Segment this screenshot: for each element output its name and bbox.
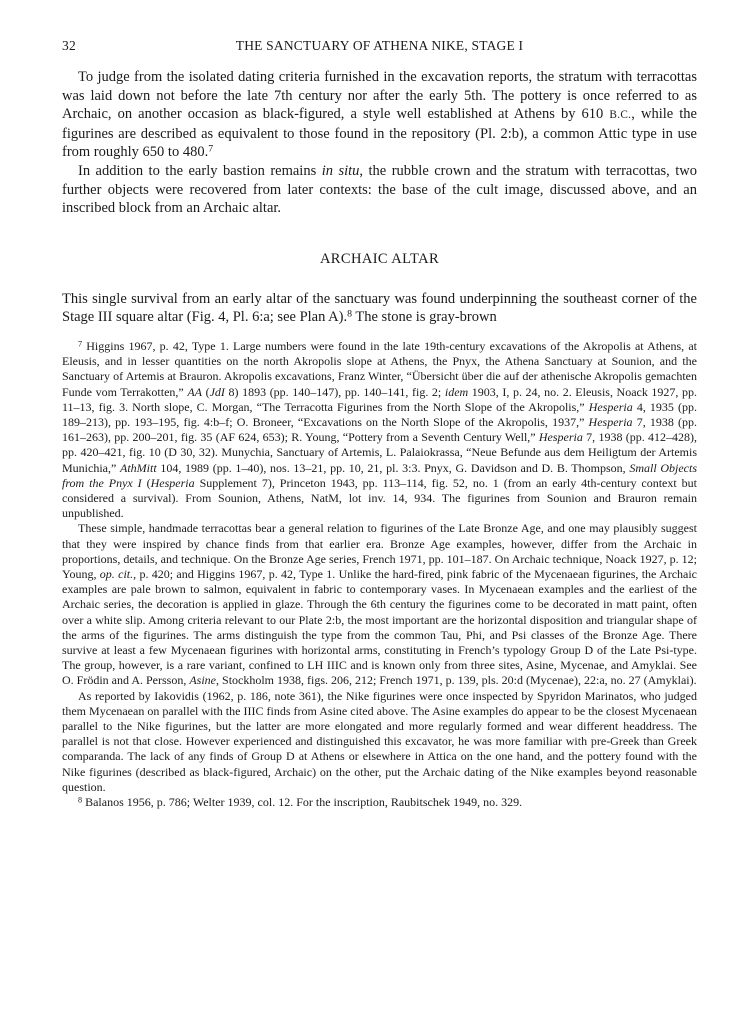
body-paragraph-3: This single survival from an early altar of the sanctuary was found underpinning the southeast corner of the Stage III square altar (Fig. 4, Pl. 6:a; see Plan A).$^8$ The stone is gray-brown [62, 290, 697, 326]
footnote-7-paragraph-2: These simple, handmade terracottas bear a general relation to figurines of the Late Bronze Age, and one may plausibly suggest that they were inspired by chance finds from that earlier era. Bronze Age examples, however, differ from the Archaic in proportions, details, and technique. On the Bronze Age series, French 1971, pp. 101–187. On Archaic technique, Noack 1927, p. 12; Young, op. cit., p. 420; and Higgins 1967, p. 42, Type 1. Unlike the hard-fired, pink fabric of the Mycenaean figurines, the Archaic examples are pale brown to salmon, equivalent in fabric to contemporary vases. In Mycenaean examples and the earliest of the Archaic series, the decoration is applied in glaze. Through the 6th century the figurines come to be decorated in matt paint, often over a white slip. Among criteria relevant to our Plate 2:b, the most important are the horizontal disposition and triangular shape of the arms of the figurines. The arms distinguish the type from the common Tau, Phi, and Psi classes of the Bronze Age. There survive at least a few Mycenaean figurines with horizontal arms, constituting in French’s typology Group D of the Late Psi-type. The group, however, is a rare variant, confined to LH IIIC and is known only from three sites, Asine, Mycenae, and Amyklai. See O. Frödin and A. Persson, Asine, Stockholm 1938, figs. 206, 212; French 1971, p. 139, pls. 20:d (Mycenae), 22:a, no. 27 (Amyklai). [62, 521, 698, 688]
section-heading: ARCHAIC ALTAR [319, 250, 440, 267]
body-paragraph-1: To judge from the isolated dating criteria furnished in the excavation reports, the stratum with terracottas was laid down not before the late 7th century nor after the early 5th. The pottery is once referred to as Archaic, on another occasion as black-figured, a style well established at Athens by 610 B.C., while the figurines are described as equivalent to those found in the repository (Pl. 2:b), a common Attic type in use from roughly 650 to 480.$^7$ [62, 69, 697, 161]
footnotes [62, 339, 697, 810]
bc-abbreviation: B.C. [609, 109, 632, 122]
running-head [62, 38, 697, 58]
footnote-7-number: 7 [78, 339, 83, 349]
page [62, 38, 697, 810]
footnote-ref-7[interactable]: 7 [208, 143, 214, 155]
page-number: 32 [62, 38, 76, 53]
footnote-ref-8[interactable]: 8 [347, 308, 353, 320]
footnote-7-paragraph-3: As reported by Iakovidis (1962, p. 186, note 361), the Nike figurines were once inspected by Spyridon Marinatos, who judged them Mycenaean on parallel with the IIIC finds from Asine cited above. The Asine examples do appear to be the closest Mycenaean parallel to the Nike figurines, but the latter are more elongated and more regularly formed and wear different headdress. The parallel is not that close. However experienced and distinguished this excavator, he was more familiar with pre-Greek than Greek comparanda. The lack of any finds of Group D at Athens or elsewhere in Attica on the one hand, and the pottery found with the Nike figurines (described as black-figured, Archaic) on the other, put the Archaic dating of the Nike examples beyond reasonable question. [62, 688, 697, 794]
footnote-8: $^8$ Balanos 1956, p. 786; Welter 1939, col. 12. For the inscription, Raubitschek 1949, no. 329. [78, 795, 523, 810]
footnote-7: $^7$ Higgins 1967, p. 42, Type 1. Large numbers were found in the late 19th-century excavations of the Akropolis at Athens, at Eleusis, and in lesser quantities on the north Akropolis slope at Athens, the Pnyx, the Athena Sanctuary at Sounion, and the Sanctuary of Artemis at Brauron. Akropolis excavations, Franz Winter, “Übersicht über die auf der athenische Akropolis gemachten Funde vom Terrakotten,” AA (JdI 8) 1893 (pp. 140–147), pp. 140–141, fig. 2; idem 1903, I, p. 24, no. 2. Eleusis, Noack 1927, pp. 11–13, fig. 3. North slope, C. Morgan, “The Terracotta Figurines from the North Slope of the Akropolis,” Hesperia 4, 1935 (pp. 189–213), pp. 193–195, fig. 4:b–f; O. Broneer, “Excavations on the North Slope of the Akropolis, 1937,” Hesperia 7, 1938 (pp. 161–263), pp. 200–201, fig. 35 (AF 624, 653); R. Young, “Pottery from a Seventh Century Well,” Hesperia 7, 1938 (pp. 412–428), pp. 420–421, fig. 10 (D 30, 32). Munychia, Sanctuary of Artemis, L. Palaiokrassa, “Neue Befunde aus dem Heiligtum der Artemis Munichia,” AthMitt 104, 1989 (pp. 1–40), nos. 13–21, pp. 10, 21, pl. 3:3. Pnyx, G. Davidson and D. B. Thompson, Small Objects from the Pnyx I (Hesperia Supplement 7), Princeton 1943, pp. 113–114, fig. 52, no. 1 (from an early 4th-century context but considered a survival). From Sounion, Athens, NatM, lot inv. 14, 934. The figurines from Sounion and Brauron remain unpublished. [62, 338, 698, 521]
running-title: THE SANCTUARY OF ATHENA NIKE, STAGE I [235, 38, 524, 53]
footnote-8-number: 8 [78, 795, 83, 805]
body-paragraph-2: In addition to the early bastion remains in situ, the rubble crown and the stratum with terracottas, two further objects were recovered from later contexts: the base of the cult image, discussed above, and an inscribed block from an Archaic altar. [62, 162, 698, 217]
